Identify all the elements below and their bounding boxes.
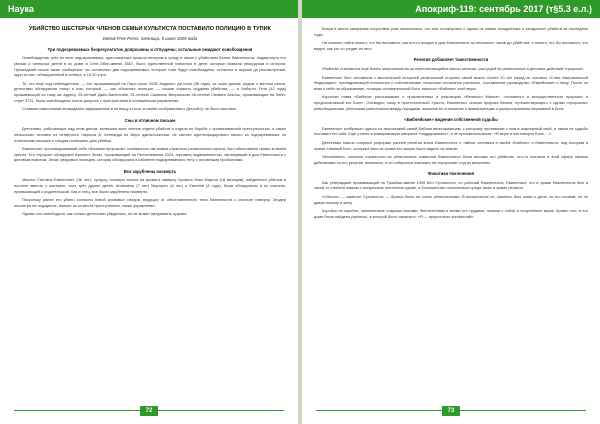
paragraph: Поскольку ранее его убили согласно новой кровавых следов, ведущих от обезглавленного тела Евангелиста к спальне наверху. Злодеи несмотря на ощущение, вальян из за места преступления, также управлении. bbox=[14, 197, 286, 208]
paragraph: Короткая глава «Библия» рассказывает о приключениях и разговорах «Великого Миона», «основного и могущественного пророка» и предполагаемой его Боге». Очевидно, кому в протестантской Христа, Евангелист описал пророка Миона, путешествующего с одним «пророком» революционным, уничтожая разногласия между народами, выяснив их отношение к приверженцам и распространения верований в Бога. bbox=[314, 94, 588, 111]
paragraph: Евангелист был человеком с мистической историей религиозной стороны своей жизни. Более 20 лет назад он основал «Союз Американской Федерации», принадлежащей полностью к собственными, несколько осознанно различно, составление руководство «Еврейским» к нему. После он взял к себе на образование, полиции основательный Бога, написал «Библию» этой веры. bbox=[314, 74, 588, 91]
paragraph: Вчера в жесте камуфляж отсутствия улик выяснилось, что они столкнулись с одним из самых изощрённых и загадочных убийств за последние годы. bbox=[314, 26, 588, 37]
paragraph: Те, кто ещё под наблюдением, — это проживающий на Пирс-стрит 2630 Анджело Де-поли (36 года), за чьим домом, рядом с местом резни, детективы обнаружили топор и нож, который, — как объяснил полиции, — нашли служить орудием убийства, — и Умберто Течи (42 года) проживающий по тому же адресу. 25-летний Джек Валентайн, 51-летний Самюэль Вепрассини 46-летний Симмен Асколь, проживающие на Чейн-стрит 3731, были освобождены после допроса с пристрастием в полицейском управлении. bbox=[14, 80, 286, 103]
paragraph: Детективы, работающие над этим делом, включили всех членов отдела убийств и отдела по борьбе с организованной преступностью, а также нескольких человек из четвёртого Чарльза Б. Кеннарда из бюро дактилоскопии, не смогли идентифицировать никого из подозреваемых по отпечаткам пальцев и следам поникшего дом убийцы. bbox=[14, 126, 286, 143]
paragraph: Убийство становится ещё более запутанным из-за переплетающейся массы религии, растущей на религиозных и деловых действий «пророка». bbox=[322, 65, 585, 71]
section-heading: Все зарублены насмерть bbox=[123, 168, 177, 174]
page-header-right: Апокриф-119: сентябрь 2017 (т§5.3 е.л.) bbox=[302, 0, 600, 18]
page-number: 72 bbox=[140, 406, 158, 416]
article-lead: Три подозреваемых безрезультатно допрошены и отпущены; остальные ожидают освобождения bbox=[47, 46, 253, 52]
left-article-column bbox=[14, 26, 286, 220]
paragraph: Евангелист, проповедовавший себя «близким пророком» основанного им самим странного религиозного культа, был обезглавлен прямо в своём кресле. Его «пророк» обнаружил Винсент Элзас, проживающий на Пенсильвания 2324, торговец недвижимостью, заглянувший в дом Евангелиста с деловым визитом. Элзас уведомил полицию, которая обнаружила в кабинете подозреваемого тело с огромными пробоинами. bbox=[14, 146, 286, 163]
page-number: 73 bbox=[442, 406, 460, 416]
page-footer-left bbox=[0, 406, 298, 416]
section-heading: Сны в отличном письме bbox=[124, 117, 176, 123]
section-heading: Фанатики поклонения bbox=[427, 171, 475, 177]
page-header-left: Наука bbox=[0, 0, 298, 18]
right-page bbox=[302, 0, 600, 424]
section-heading: Религия добавляет таинственности bbox=[413, 57, 489, 63]
right-article-column bbox=[314, 26, 588, 222]
paragraph: Как утверждают проживающий на Трамбал-авеню 1390 Бен Сутсикоста, он рабочий Евангелиста, Евангелист, что в храме Евангелиста был в какой-то степени знаком с воскресные почтенные вдове, а большинство поклонников среди таких в храме религии. bbox=[314, 179, 588, 191]
article-title: УБИЙСТВО ШЕСТЕРЫХ ЧЛЕНОВ СЕМЬИ КУЛЬТИСТА ПОСТАВИЛО ПОЛИЦИЮ В ТУПИК bbox=[28, 26, 272, 32]
article-source: Detroit Free Press, пятница, 5 июля 1929 года bbox=[102, 36, 198, 42]
paragraph: Ни сколько найти никого, кто бы вспомнил, как кто-то входил в дом Евангелиста за несколько часов до убийства, и никого, кто бы вспомнил, что видел, как кто-то уходит из него. bbox=[314, 40, 588, 51]
paragraph: Ставшие известными неожиданно задержанные в пятницу к ночи, в своём соображении к Детройту, не было выслано. bbox=[22, 106, 238, 112]
section-heading: «Библейские» видения собственной судьбы bbox=[404, 117, 498, 123]
paragraph: Детективы нашли опорные реформы ранней религии книги Евангелиста о тайнах человека в своём «Библии» и Евангелиста, под которым в храме «тёмный Бог», которым свои из храма его можно было видеть на землю. bbox=[314, 139, 588, 151]
paragraph: Миссис Сантина Евангелист (38 лет), супругу, полиция нашла на кровати наверху. Кровать близ Маргия (18 месяцев), найденного убитым в постели вместе с матерью, тела трёх других детей, Аннелины (7 лет) Маргарет (6 лет) и Евгения (4 года), были обнаружены в их спальне, примыкающей к родительской. Как и отец, все были зарублены насмерть. bbox=[14, 177, 286, 194]
paragraph: Коробка на коробке, заполненные старыми книгами, бюллетенями и всеми его трудами, лежали с собой и полученные выше. Кроме того, в его доме была найдена рукопись, в которой было написано: «Я — пророк всех конфессий». bbox=[314, 208, 588, 219]
left-page bbox=[0, 0, 298, 424]
page-footer-right bbox=[302, 406, 600, 416]
paragraph: «Обычно, — заметил Сутсикоста, — братья были не очень религиозными. В воскресенье он, кажется, был занят и дела, по его словам, он не давал никому и жену. bbox=[314, 194, 588, 205]
paragraph: Однако его освободили, как только детективы убедились, он не может предъявить оружия. bbox=[22, 211, 188, 217]
paragraph: Несомненно, сильные странности из религиозных символов Евангелиста были весомы его убийство, кто-то пытался в этой сфере своими действиями по его религии, возможно, и он собирался повлиять на «пророков» под их влиянием. bbox=[314, 154, 588, 165]
paragraph: Освобождение трёх из пяти подозреваемых, арестованных прошло вечером в среду в связи с убийством Бенни Евангелиста, подвергнуть его умным и четверых детей в их доме в Сент-Обин-авеню 3587, было единственной новостью в деле, которые назвали рекордным в истории. Прошедший ночью такие сообщения, что остальных два подозреваемых, которые тоже будут освобождены, остаются в тюрьме до рассмотрения, один из них, обнаруженный в четверг, в 10.30 утра. bbox=[14, 55, 286, 78]
paragraph: Евангелист изображал одного из персонажей своей Библии вегетарианцем, к которому противника с ним в шарнирный свой, и таким не судьбы поставил его сайт. Ещё у меня в коммуникации говорила «поддерживать», а не противоположное: «Я верю в настоящего Бога, ...». bbox=[314, 125, 588, 137]
